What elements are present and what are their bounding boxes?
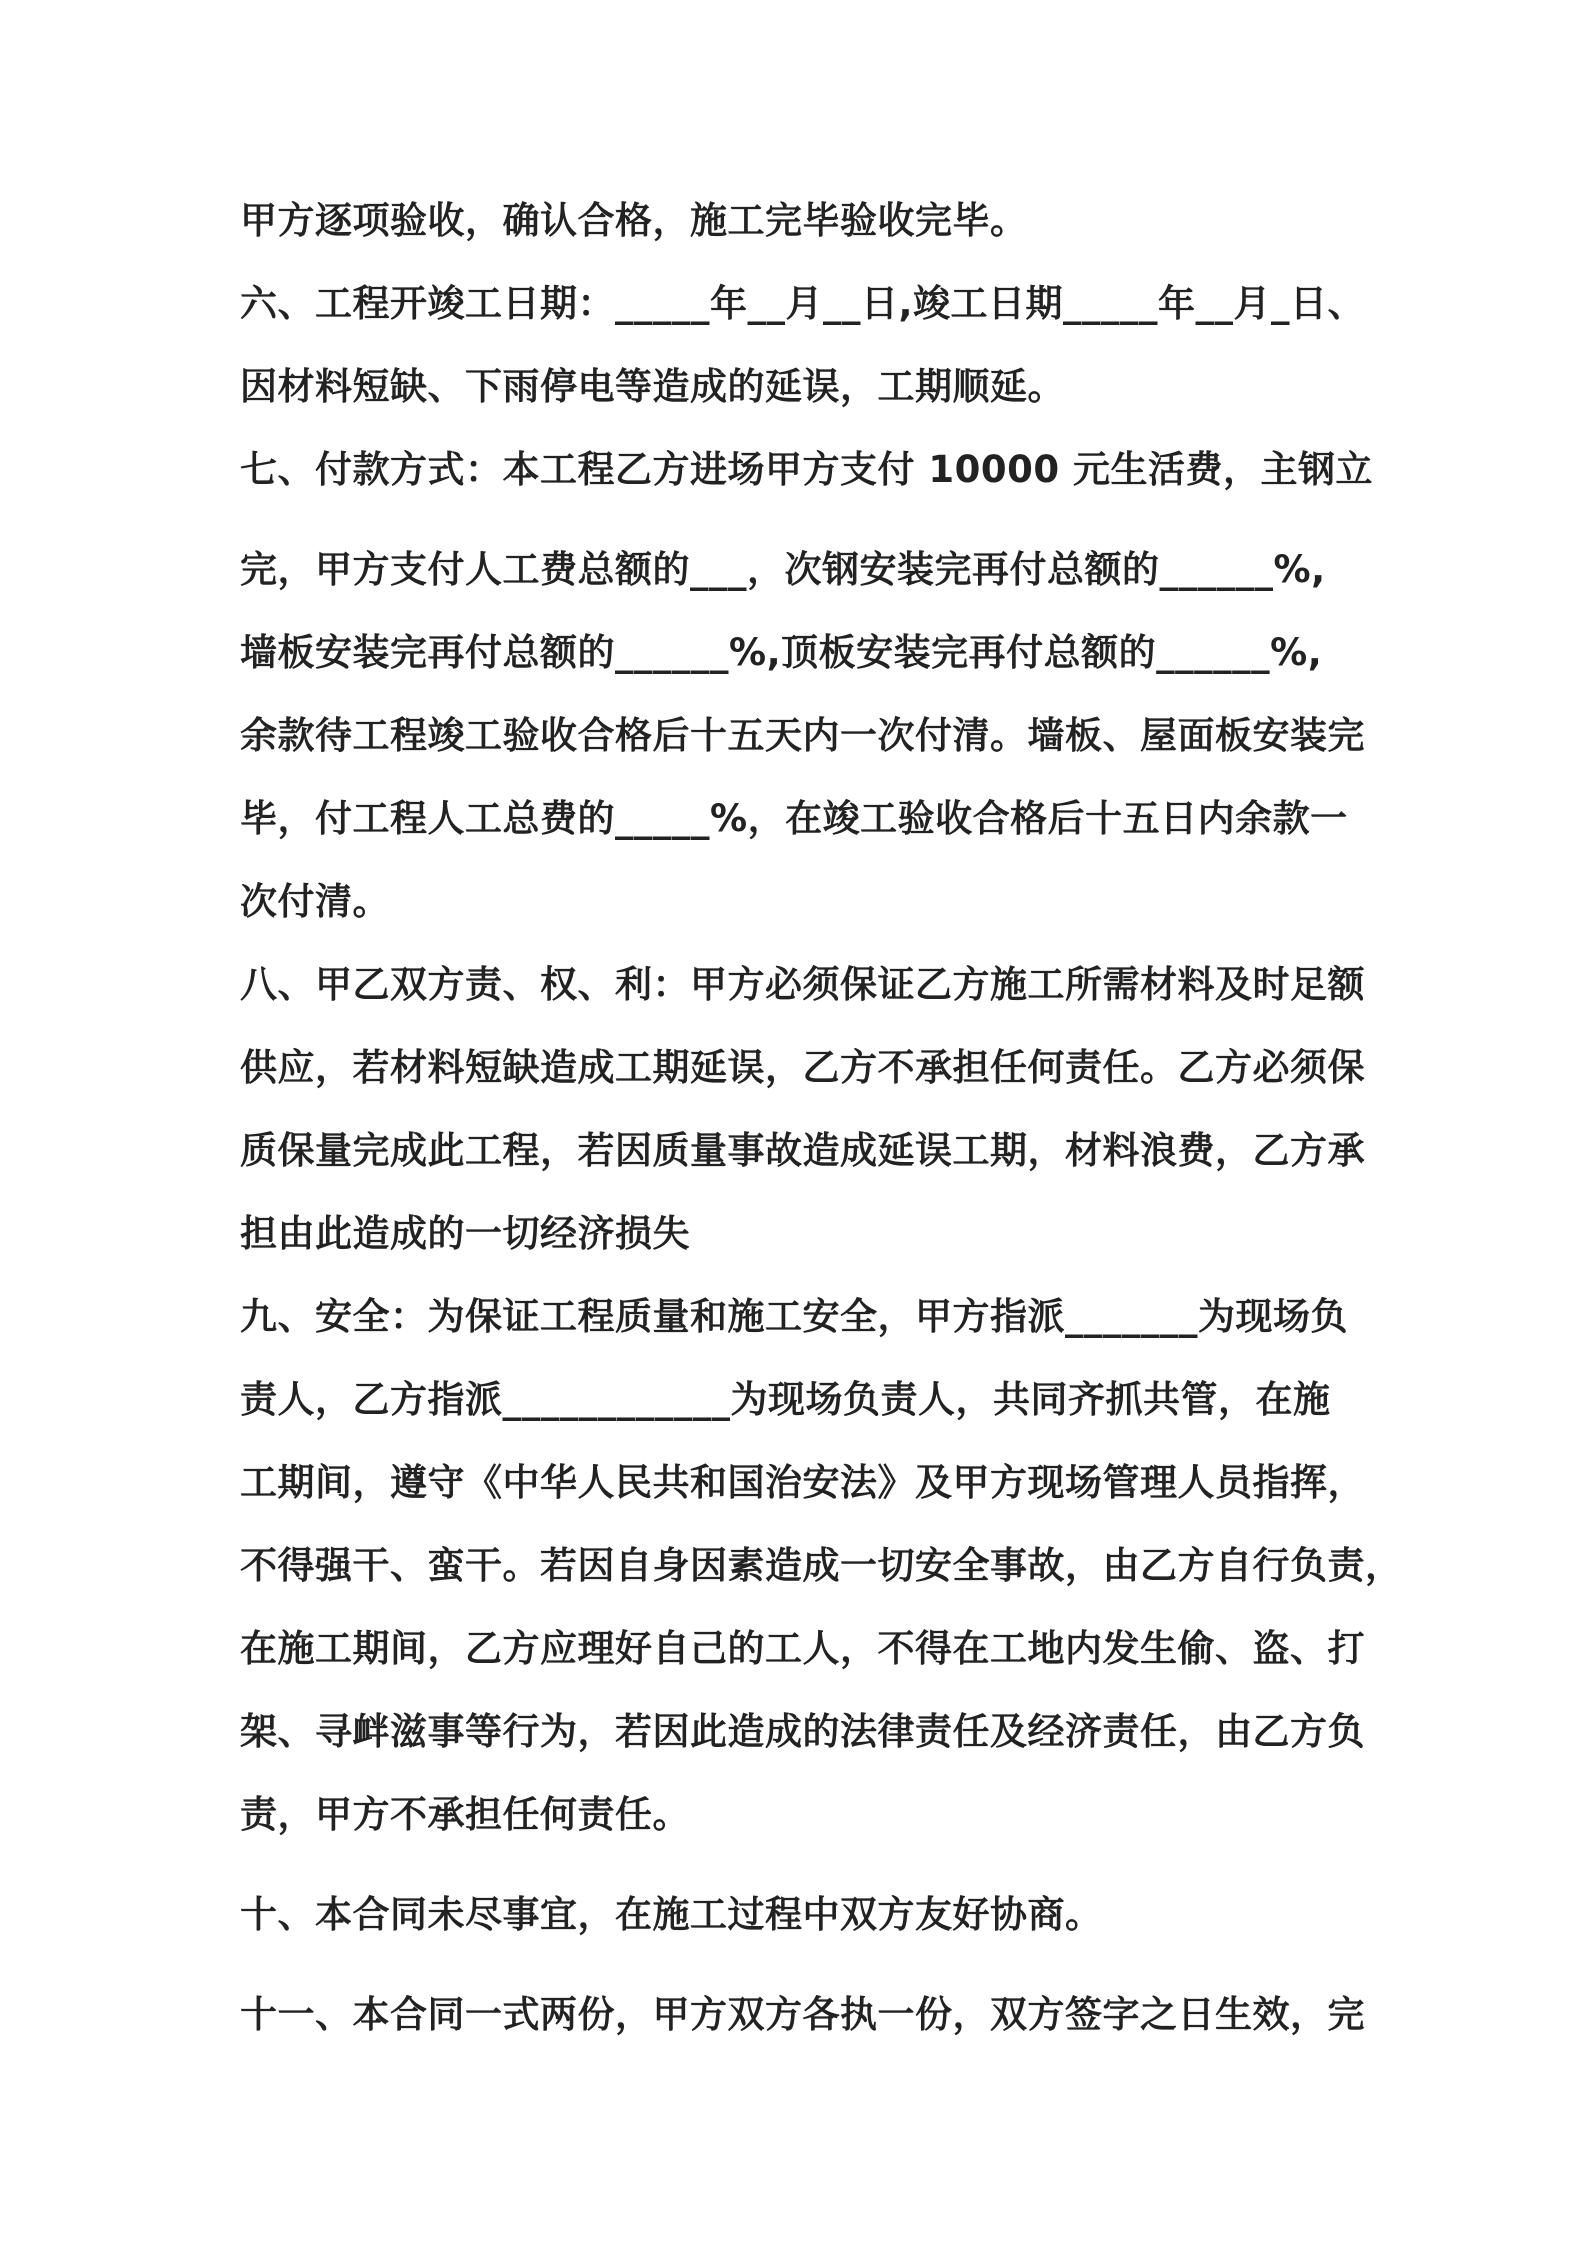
text-line: 毕，付工程人工总费的_____%，在竣工验收合格后十五日内余款一 [240,797,1348,840]
text-line: 七、付款方式：本工程乙方进场甲方支付 10000 元生活费，主钢立 [240,448,1373,491]
text-line: 在施工期间，乙方应理好自己的工人，不得在工地内发生偷、盗、打 [240,1627,1365,1670]
text-line: 责，甲方不承担任何责任。 [240,1793,690,1836]
text-line: 架、寻衅滋事等行为，若因此造成的法律责任及经济责任，由乙方负 [240,1710,1365,1753]
text-line: 六、工程开竣工日期：_____年__月__日,竣工日期_____年__月_日、 [240,282,1366,325]
text-line: 责人，乙方指派____________为现场负责人，共同齐抓共管，在施 [240,1378,1331,1421]
text-line: 不得强干、蛮干。若因自身因素造成一切安全事故，由乙方自行负责， [240,1544,1403,1587]
text-line: 工期间，遵守《中华人民共和国治安法》及甲方现场管理人员指挥， [240,1461,1365,1504]
text-line: 甲方逐项验收，确认合格，施工完毕验收完毕。 [240,199,1028,242]
text-line: 余款待工程竣工验收合格后十五天内一次付清。墙板、屋面板安装完 [240,714,1365,757]
text-line: 次付清。 [240,880,390,923]
text-line: 因材料短缺、下雨停电等造成的延误，工期顺延。 [240,365,1065,408]
contract-body [240,196,1403,2073]
text-line: 十、本合同未尽事宜，在施工过程中双方友好协商。 [240,1893,1103,1936]
text-line: 八、甲乙双方责、权、利：甲方必须保证乙方施工所需材料及时足额 [240,963,1365,1006]
text-line: 完，甲方支付人工费总额的___，次钢安装完再付总额的______%, [240,548,1326,591]
text-line: 九、安全：为保证工程质量和施工安全，甲方指派_______为现场负 [240,1295,1348,1338]
text-line: 担由此造成的一切经济损失 [240,1212,690,1255]
text-line: 墙板安装完再付总额的______%,顶板安装完再付总额的______%, [240,631,1323,674]
text-line: 质保量完成此工程，若因质量事故造成延误工期，材料浪费，乙方承 [240,1129,1365,1172]
text-line: 十一、本合同一式两份，甲方双方各执一份，双方签字之日生效，完 [240,1993,1365,2036]
text-line: 供应，若材料短缺造成工期延误，乙方不承担任何责任。乙方必须保 [240,1046,1365,1089]
